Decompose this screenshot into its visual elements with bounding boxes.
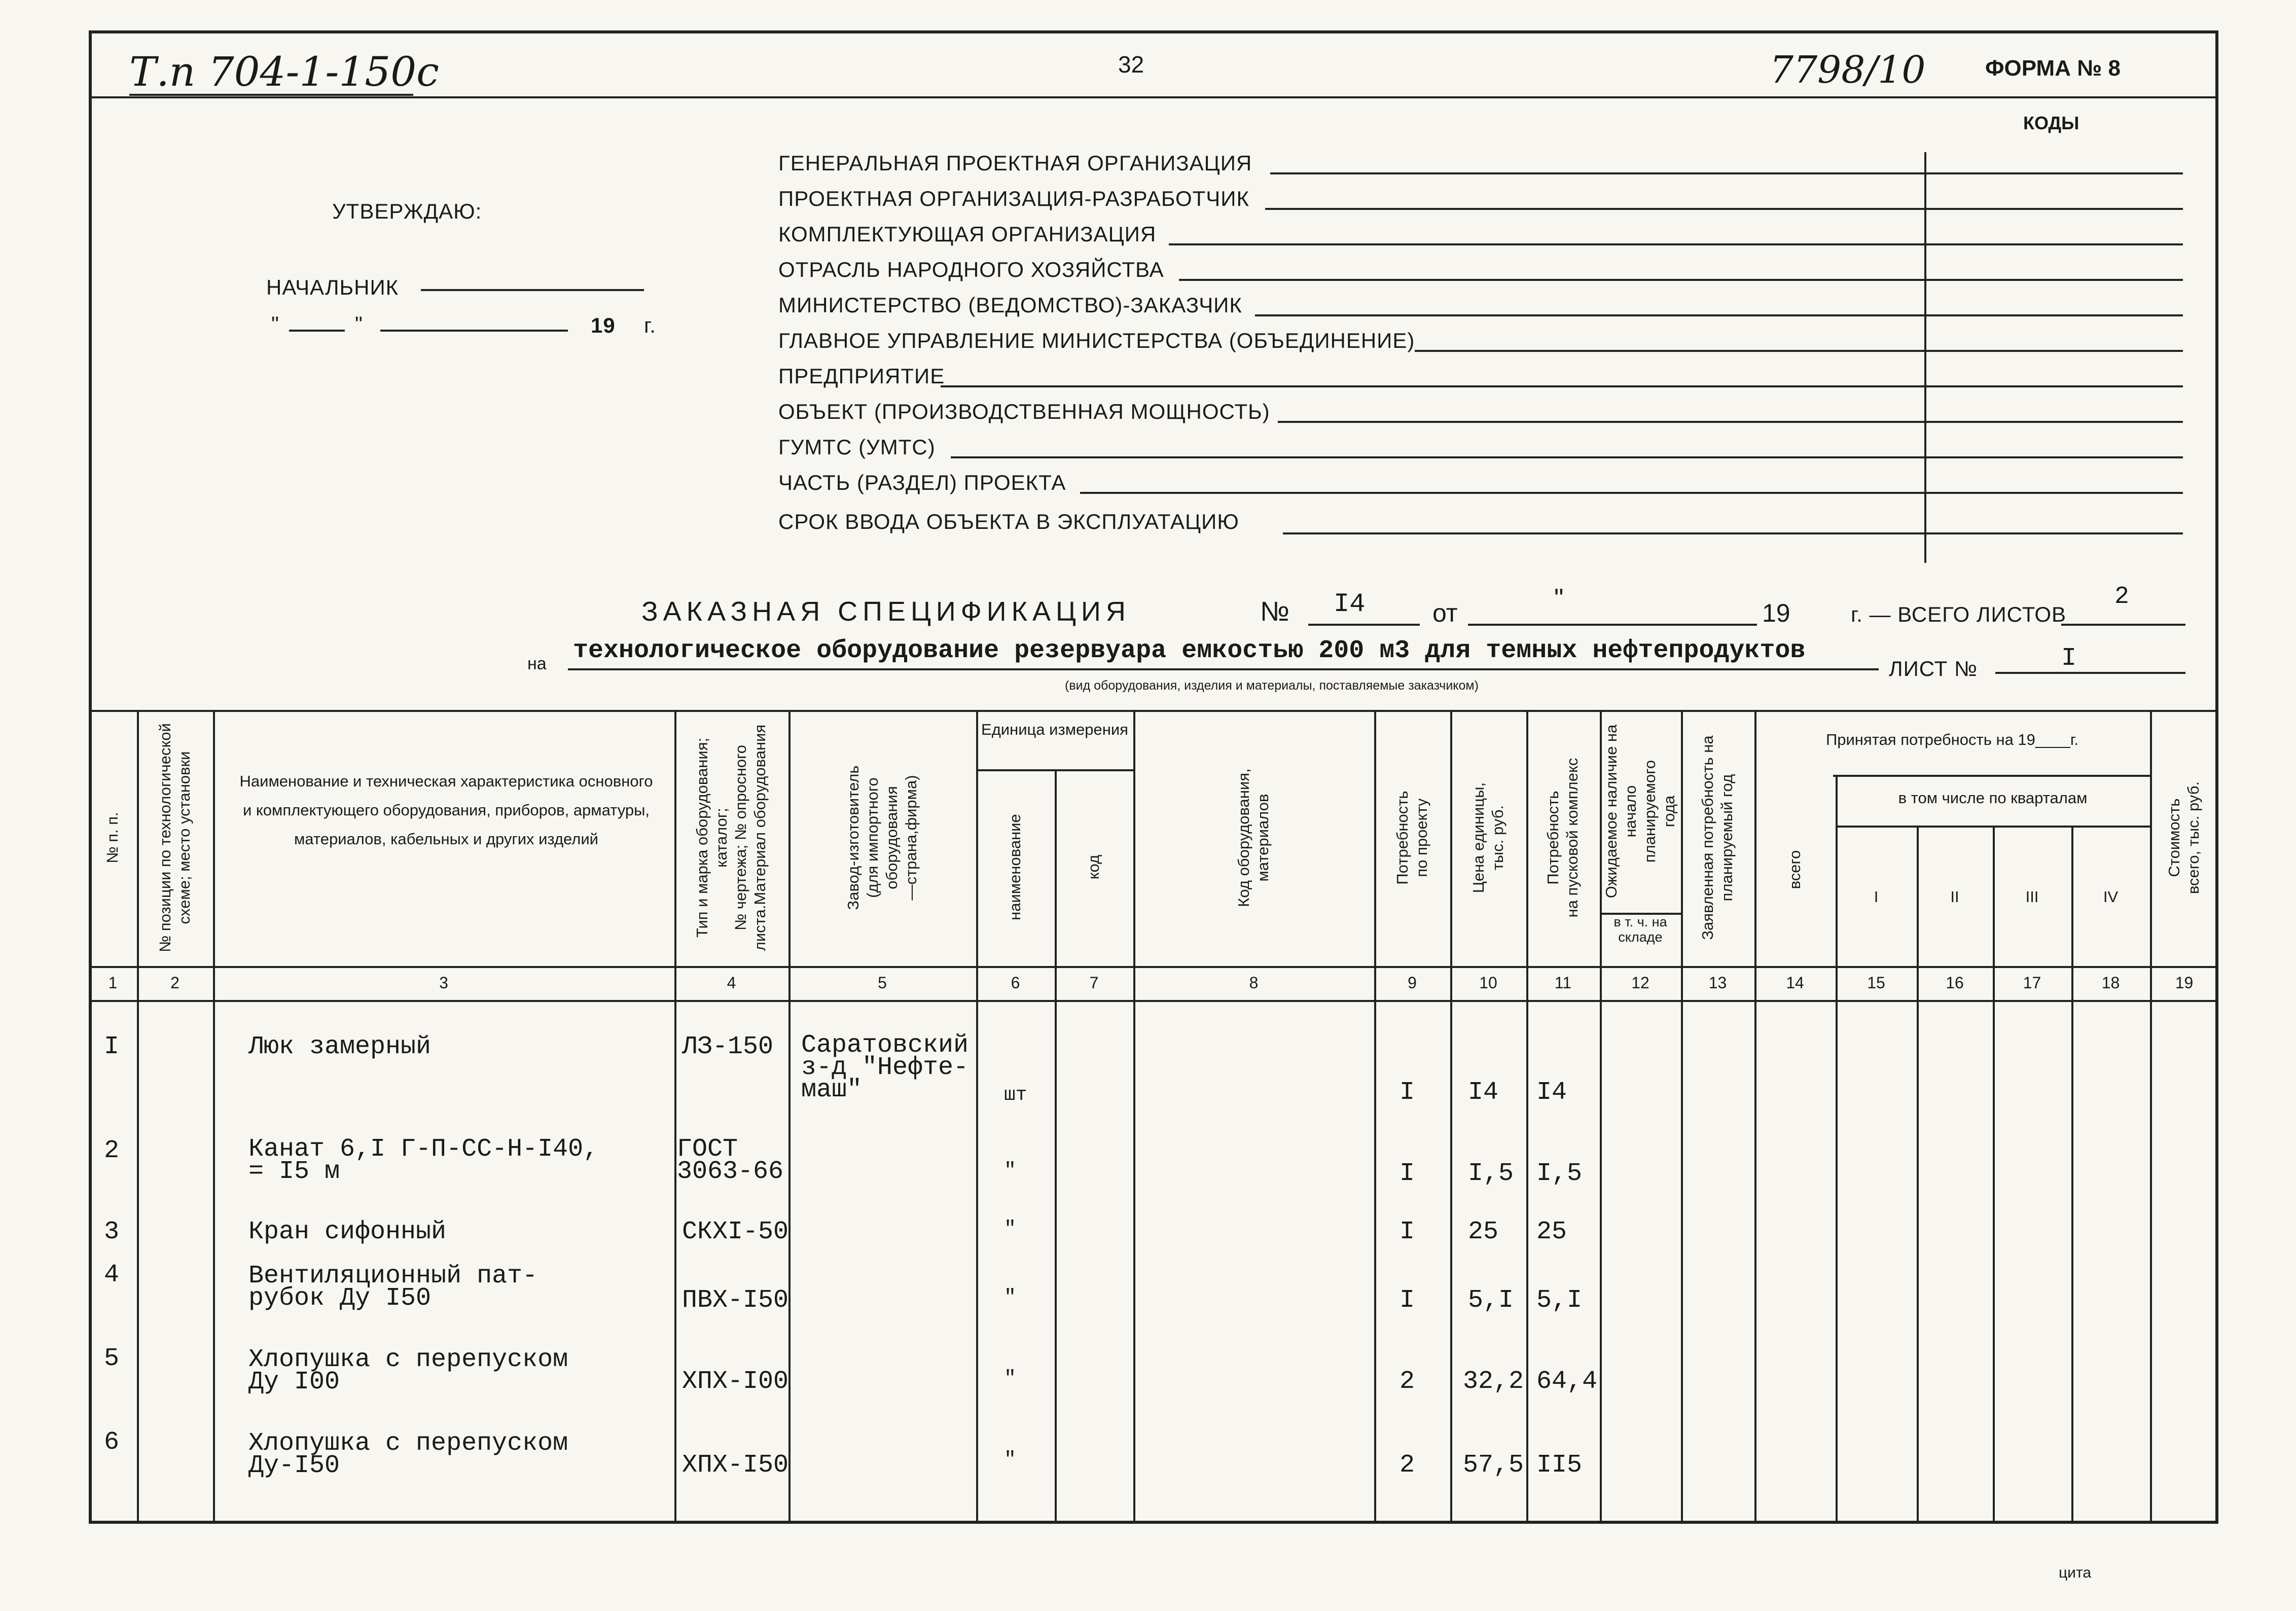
on-label: на [527,654,547,673]
org-field-label: ПРОЕКТНАЯ ОРГАНИЗАЦИЯ-РАЗРАБОТЧИК [778,187,1249,210]
row-unit: " [1004,1160,1017,1183]
col-number: 3 [439,974,448,992]
org-field-label: ГЕНЕРАЛЬНАЯ ПРОЕКТНАЯ ОРГАНИЗАЦИЯ [778,151,1252,175]
row-qty: 2 [1400,1367,1415,1396]
row-unit: шт [1004,1084,1027,1106]
year-prefix: 19 [591,313,616,337]
unit-group-header: Единица измерения [981,721,1128,738]
col-header-2: № позиции по технологической схеме; место установки [156,723,193,952]
col-header-7: код [1085,854,1102,880]
spec-number: I4 [1334,589,1366,619]
row-launch: I4 [1536,1078,1567,1107]
org-field-label: ГЛАВНОЕ УПРАВЛЕНИЕ МИНИСТЕРСТВА (ОБЪЕДИНЕНИЕ) [778,329,1415,352]
col-header-10: Цена единицы, тыс. руб. [1469,782,1506,893]
codes-divider [1924,152,1926,563]
col-number: 17 [2023,974,2041,992]
row-price: I4 [1468,1078,1499,1107]
row-type: ЛЗ-150 [682,1032,774,1061]
row-launch: II5 [1536,1451,1583,1480]
row-launch: 5,I [1536,1286,1583,1315]
date-quote: " [1554,584,1564,613]
row-qty: I [1400,1078,1415,1107]
sheet-number-line[interactable] [1995,672,2185,674]
col-number: 5 [878,974,887,992]
org-field-line[interactable] [951,456,2183,458]
col-header-15: I [1874,888,1879,906]
col-number: 14 [1786,974,1804,992]
row-price: 57,5 [1463,1451,1524,1480]
row-number: 4 [104,1261,120,1290]
row-unit: " [1004,1449,1017,1472]
row-price: I,5 [1468,1159,1514,1188]
doc-code: Т.п 704-1-150с [129,48,439,95]
row-type: ХПХ-I00 [682,1367,789,1396]
org-field-line[interactable] [1270,172,2183,174]
row-launch: I,5 [1536,1159,1583,1188]
total-sheets-label: г. — ВСЕГО ЛИСТОВ [1851,602,2067,626]
spec-number-line[interactable] [1308,624,1420,626]
col-header-14: всего [1786,850,1804,889]
col-header-5: Завод-изготовитель (для импортного оборудования —страна,фирма) [844,765,920,910]
date-close-quote: " [355,312,363,336]
org-field-line[interactable] [1169,243,2183,245]
subject-note: (вид оборудования, изделия и материалы, поставляемые заказчиком) [1065,678,1479,693]
col-header-4: Тип и марка оборудования; каталог; № чертежа; № опросного листа.Материал оборудования [693,724,769,951]
col-header-6: наименование [1006,814,1024,920]
col-number: 18 [2101,974,2120,992]
org-field-label: ОТРАСЛЬ НАРОДНОГО ХОЗЯЙСТВА [778,258,1164,281]
row-type: ПВХ-I50 [682,1286,789,1315]
col-number: 12 [1631,974,1649,992]
sheet-label: ЛИСТ № [1889,657,1978,681]
org-field-label: ОБЪЕКТ (ПРОИЗВОДСТВЕННАЯ МОЩНОСТЬ) [778,400,1270,423]
col-number: 4 [727,974,736,992]
col-number: 2 [170,974,180,992]
approve-label: УТВЕРЖДАЮ: [332,199,482,223]
row-price: 25 [1468,1218,1499,1246]
org-field-label: ЧАСТЬ (РАЗДЕЛ) ПРОЕКТА [778,471,1066,494]
col-number: 6 [1011,974,1020,992]
row-launch: 64,4 [1536,1367,1598,1396]
row-number: 3 [104,1218,120,1246]
col-header-3: Наименование и техническая характеристика основного и комплектующего оборудования, приборов, арматуры, материалов, кабельных и других изделий [239,772,653,848]
sheet-number: I [2061,644,2077,673]
row-name: Кран сифонный [248,1218,447,1246]
chief-signature-line[interactable] [421,289,644,291]
date-line[interactable] [1468,624,1757,626]
header-divider [89,96,2218,98]
row-number: I [104,1032,120,1061]
row-name: Хлопушка с перепуском Ду-I50 [248,1429,568,1480]
row-maker: Саратовский з-д "Нефте- маш" [801,1031,969,1104]
org-field-line[interactable] [1179,279,2183,281]
row-price: 32,2 [1463,1367,1524,1396]
org-field-label: КОМПЛЕКТУЮЩАЯ ОРГАНИЗАЦИЯ [778,222,1157,246]
quarters-group-header: в том числе по кварталам [1898,789,2088,807]
row-launch: 25 [1536,1218,1567,1246]
footer-stamp: цита [2059,1564,2092,1581]
col-header-12: Ожидаемое наличие на начало планируемого года [1602,724,1678,899]
row-unit: " [1004,1286,1017,1309]
col-number: 9 [1408,974,1417,992]
col-number: 7 [1089,974,1099,992]
col-header-12b: в т. ч. на складе [1613,914,1667,945]
col-header-18: IV [2103,888,2119,906]
col-header-16: II [1950,888,1959,906]
org-field-line[interactable] [1265,208,2183,210]
org-field-label: ГУМТС (УМТС) [778,435,936,459]
col-header-13: Заявленная потребность на планируемый год [1699,735,1736,940]
col-number: 16 [1946,974,1964,992]
accepted-group-header: Принятая потребность на 19____г. [1825,731,2079,748]
org-field-line[interactable] [1278,421,2183,423]
row-type: ХПХ-I50 [682,1451,789,1480]
spec-subject: технологическое оборудование резервуара емкостью 200 м3 для темных нефтепродуктов [573,636,1806,665]
spec-title: ЗАКАЗНАЯ СПЕЦИФИКАЦИЯ [641,596,1131,627]
date-day-line[interactable] [289,330,345,332]
col-header-19: Стоимость всего, тыс. руб. [2165,781,2202,894]
row-name: Хлопушка с перепуском Ду I00 [248,1345,568,1397]
row-qty: I [1400,1159,1415,1188]
year-suffix: г. [644,313,656,337]
row-unit: " [1004,1368,1017,1390]
org-field-line[interactable] [1255,314,2183,316]
row-qty: 2 [1400,1451,1415,1480]
row-qty: I [1400,1218,1415,1246]
from-label: от [1432,599,1458,627]
col-number: 11 [1554,974,1572,992]
org-field-label: ПРЕДПРИЯТИЕ [778,364,945,388]
spec-year-label: 19 [1762,599,1790,627]
form-label: ФОРМА № 8 [1985,56,2121,81]
total-sheets-line[interactable] [2061,624,2185,626]
col-header-1: № п. п. [103,812,121,864]
col-header-9: Потребность по проекту [1393,791,1430,885]
spec-subject-line [568,668,1879,670]
row-name: Люк замерный [248,1032,432,1061]
col-number: 8 [1249,974,1259,992]
col-number: 19 [2175,974,2194,992]
row-number: 5 [104,1344,120,1373]
chief-label: НАЧАЛЬНИК [266,275,399,299]
org-field-line[interactable] [1415,350,2183,352]
doc-code-underline [129,94,413,96]
total-sheets: 2 [2114,583,2129,611]
row-type: СКХI-50 [682,1218,789,1246]
col-header-11: Потребность на пусковой комплекс [1544,758,1581,918]
row-name: Канат 6,I Г-П-СС-Н-I40, = I5 м [248,1135,599,1186]
col-number: 15 [1867,974,1885,992]
page-number: 32 [1118,51,1144,78]
archive-number: 7798/10 [1770,48,1926,92]
org-field-label: МИНИСТЕРСТВО (ВЕДОМСТВО)-ЗАКАЗЧИК [778,293,1242,317]
org-field-line[interactable] [1283,532,2183,534]
spec-number-label: № [1260,596,1289,627]
row-price: 5,I [1468,1286,1514,1315]
org-field-line[interactable] [941,385,2183,387]
col-header-17: III [2025,888,2039,906]
row-type: ГОСТ 3063-66 [677,1135,784,1186]
date-open-quote: " [271,312,279,336]
col-number: 10 [1479,974,1497,992]
col-number: 1 [108,974,118,992]
row-number: 6 [104,1428,120,1457]
date-month-line[interactable] [380,330,568,332]
codes-label: КОДЫ [2023,113,2079,133]
org-field-label: СРОК ВВОДА ОБЪЕКТА В ЭКСПЛУАТАЦИЮ [778,510,1239,533]
col-number: 13 [1708,974,1727,992]
row-qty: I [1400,1286,1415,1315]
col-header-8: Код оборудования, материалов [1235,768,1272,907]
row-name: Вентиляционный пат- рубок Ду I50 [248,1262,538,1313]
row-number: 2 [104,1136,120,1165]
org-field-line[interactable] [1080,492,2183,494]
row-unit: " [1004,1218,1017,1241]
